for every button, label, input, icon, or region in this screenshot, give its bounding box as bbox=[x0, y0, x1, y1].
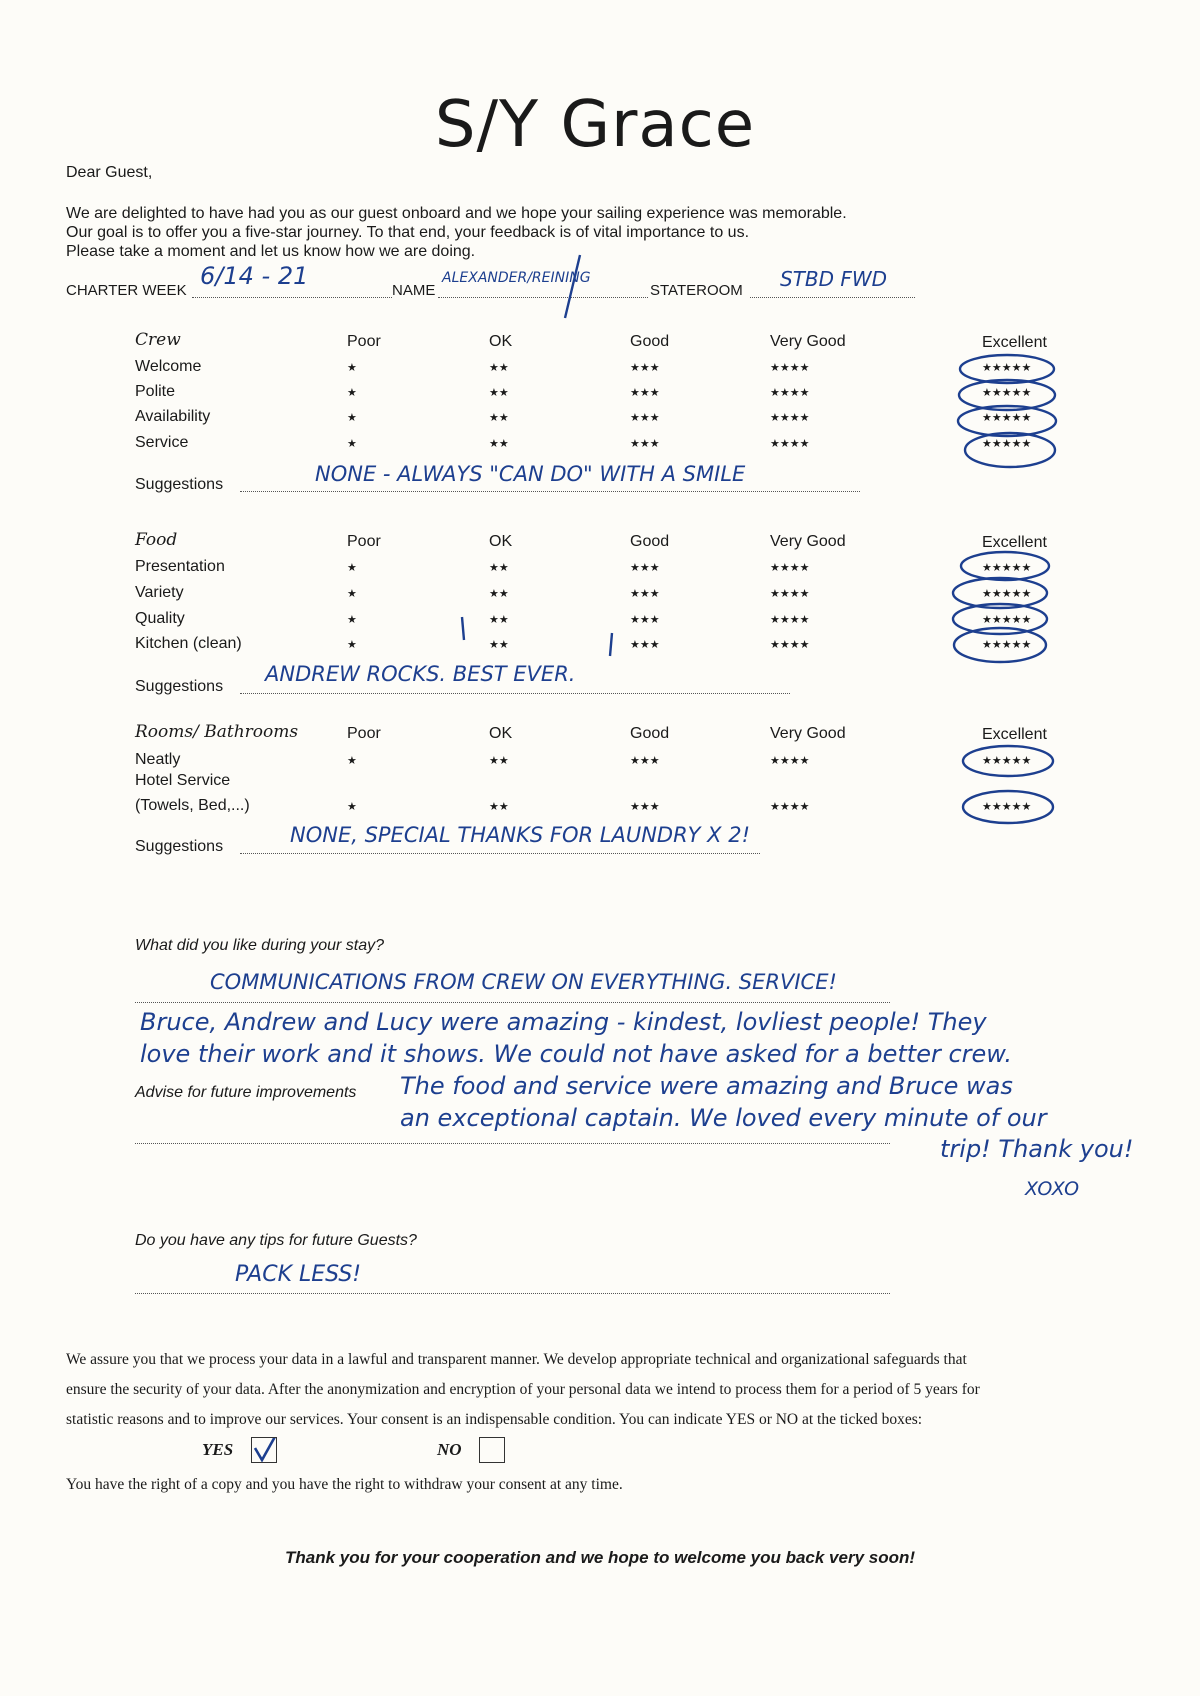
rating-star-2[interactable]: ★★ bbox=[489, 412, 509, 424]
rooms-item-neatly: Neatly bbox=[135, 751, 181, 768]
footer-thanks: Thank you for your cooperation and we hope to welcome you back very soon! bbox=[284, 1548, 916, 1567]
rating-star-1[interactable]: ★ bbox=[347, 588, 357, 600]
rating-star-2[interactable]: ★★ bbox=[489, 801, 509, 813]
rating-star-5[interactable]: ★★★★★ bbox=[982, 755, 1032, 767]
rating-star-3[interactable]: ★★★ bbox=[630, 639, 660, 651]
circle-mark-icon bbox=[963, 791, 1053, 823]
rating-star-5[interactable]: ★★★★★ bbox=[982, 438, 1032, 450]
rating-star-1[interactable]: ★ bbox=[347, 639, 357, 651]
intro-line-2: Our goal is to offer you a five-star journey. To that end, your feedback is of vital importance to us. bbox=[66, 224, 750, 241]
improvements-line-1[interactable]: Bruce, Andrew and Lucy were amazing - kindest, lovliest people! They bbox=[140, 1008, 987, 1036]
intro-line-3: Please take a moment and let us know how we are doing. bbox=[66, 243, 476, 260]
crew-suggestions-field[interactable]: NONE - ALWAYS "CAN DO" WITH A SMILE bbox=[315, 462, 746, 486]
rating-star-5[interactable]: ★★★★★ bbox=[982, 362, 1032, 374]
food-item-kitchen: Kitchen (clean) bbox=[135, 635, 242, 652]
rating-star-1[interactable]: ★ bbox=[347, 362, 357, 374]
rooms-item-towels-bed: (Towels, Bed,...) bbox=[135, 797, 250, 814]
food-col-poor: Poor bbox=[347, 533, 381, 550]
pen-stroke-icon bbox=[565, 255, 580, 318]
stateroom-label: STATEROOM bbox=[650, 282, 743, 299]
rating-star-2[interactable]: ★★ bbox=[489, 362, 509, 374]
rating-star-5[interactable]: ★★★★★ bbox=[982, 387, 1032, 399]
improvements-line-3[interactable]: The food and service were amazing and Bruce was bbox=[400, 1072, 1013, 1100]
rating-star-5[interactable]: ★★★★★ bbox=[982, 412, 1032, 424]
pen-stroke-icon bbox=[462, 617, 464, 640]
legal-line-4: You have the right of a copy and you have the right to withdraw your consent at any time. bbox=[66, 1476, 623, 1493]
rooms-col-poor: Poor bbox=[347, 725, 381, 742]
rating-star-1[interactable]: ★ bbox=[347, 801, 357, 813]
rating-star-4[interactable]: ★★★★ bbox=[770, 614, 810, 626]
legal-line-3: statistic reasons and to improve our services. Your consent is an indispensable condition. You can indicate YES or NO at the ticked boxes: bbox=[66, 1411, 923, 1428]
rating-star-3[interactable]: ★★★ bbox=[630, 412, 660, 424]
rooms-suggestions-field[interactable]: NONE, SPECIAL THANKS FOR LAUNDRY X 2! bbox=[290, 823, 751, 847]
rooms-heading: Rooms/ Bathrooms bbox=[135, 722, 299, 742]
tips-question: Do you have any tips for future Guests? bbox=[135, 1232, 417, 1249]
checkmark-icon bbox=[252, 1438, 276, 1462]
consent-yes-checkbox[interactable] bbox=[251, 1437, 277, 1463]
rooms-col-very-good: Very Good bbox=[770, 725, 846, 742]
crew-item-service: Service bbox=[135, 434, 189, 451]
food-item-quality: Quality bbox=[135, 610, 185, 627]
rating-star-1[interactable]: ★ bbox=[347, 438, 357, 450]
improvements-line-5[interactable]: trip! Thank you! bbox=[940, 1135, 1134, 1163]
crew-heading: Crew bbox=[135, 330, 181, 350]
crew-col-poor: Poor bbox=[347, 333, 381, 350]
rating-star-4[interactable]: ★★★★ bbox=[770, 562, 810, 574]
liked-line bbox=[135, 1002, 890, 1003]
food-col-excellent: Excellent bbox=[982, 534, 1047, 551]
crew-col-ok: OK bbox=[489, 333, 513, 350]
greeting: Dear Guest, bbox=[66, 164, 153, 181]
circle-mark-icon bbox=[961, 552, 1049, 580]
food-col-very-good: Very Good bbox=[770, 533, 846, 550]
rating-star-1[interactable]: ★ bbox=[347, 412, 357, 424]
name-label: NAME bbox=[392, 282, 436, 299]
crew-col-excellent: Excellent bbox=[982, 334, 1047, 351]
rating-star-4[interactable]: ★★★★ bbox=[770, 639, 810, 651]
rating-star-2[interactable]: ★★ bbox=[489, 438, 509, 450]
crew-suggestions-label: Suggestions bbox=[135, 476, 224, 493]
food-heading: Food bbox=[135, 530, 178, 550]
crew-item-polite: Polite bbox=[135, 383, 176, 400]
rooms-item-hotel-service: Hotel Service bbox=[135, 772, 231, 789]
charter-week-field[interactable]: 6/14 - 21 bbox=[200, 262, 309, 290]
rating-star-1[interactable]: ★ bbox=[347, 562, 357, 574]
rating-star-5[interactable]: ★★★★★ bbox=[982, 614, 1032, 626]
rating-star-4[interactable]: ★★★★ bbox=[770, 362, 810, 374]
food-suggestions-field[interactable]: ANDREW ROCKS. BEST EVER. bbox=[265, 662, 576, 686]
rating-star-3[interactable]: ★★★ bbox=[630, 362, 660, 374]
rating-star-2[interactable]: ★★ bbox=[489, 387, 509, 399]
crew-col-very-good: Very Good bbox=[770, 333, 846, 350]
intro-line-1: We are delighted to have had you as our guest onboard and we hope your sailing experience was memorable. bbox=[66, 205, 847, 222]
rating-star-2[interactable]: ★★ bbox=[489, 755, 509, 767]
rating-star-5[interactable]: ★★★★★ bbox=[982, 588, 1032, 600]
improvements-line-2[interactable]: love their work and it shows. We could not have asked for a better crew. bbox=[140, 1040, 1013, 1068]
crew-col-good: Good bbox=[630, 333, 670, 350]
improvements-line-6[interactable]: XOXO bbox=[1025, 1178, 1080, 1200]
rating-star-2[interactable]: ★★ bbox=[489, 614, 509, 626]
rating-star-2[interactable]: ★★ bbox=[489, 639, 509, 651]
rating-star-4[interactable]: ★★★★ bbox=[770, 755, 810, 767]
legal-line-2: ensure the security of your data. After the anonymization and encryption of your personal data we intend to process them for a period of 5 years for bbox=[66, 1381, 980, 1398]
rooms-col-ok: OK bbox=[489, 725, 513, 742]
rooms-col-good: Good bbox=[630, 725, 670, 742]
rating-star-2[interactable]: ★★ bbox=[489, 562, 509, 574]
improvements-line-4[interactable]: an exceptional captain. We loved every minute of our bbox=[400, 1104, 1047, 1132]
rating-star-1[interactable]: ★ bbox=[347, 614, 357, 626]
rating-star-4[interactable]: ★★★★ bbox=[770, 588, 810, 600]
circle-mark-icon bbox=[963, 746, 1053, 776]
consent-no-checkbox[interactable] bbox=[479, 1437, 505, 1463]
food-col-ok: OK bbox=[489, 533, 513, 550]
food-item-presentation: Presentation bbox=[135, 558, 225, 575]
liked-question: What did you like during your stay? bbox=[135, 937, 385, 954]
form-title: S/Y Grace bbox=[434, 88, 756, 162]
rating-star-4[interactable]: ★★★★ bbox=[770, 387, 810, 399]
improvements-question: Advise for future improvements bbox=[135, 1084, 357, 1101]
rating-star-5[interactable]: ★★★★★ bbox=[982, 639, 1032, 651]
rating-star-3[interactable]: ★★★ bbox=[630, 755, 660, 767]
name-field[interactable]: ALEXANDER/REINING bbox=[442, 270, 591, 286]
tips-answer[interactable]: PACK LESS! bbox=[235, 1262, 362, 1287]
rating-star-3[interactable]: ★★★ bbox=[630, 387, 660, 399]
legal-line-1: We assure you that we process your data in a lawful and transparent manner. We develop appropriate technical and organizational safeguards that bbox=[66, 1351, 967, 1368]
rating-star-3[interactable]: ★★★ bbox=[630, 562, 660, 574]
rating-star-1[interactable]: ★ bbox=[347, 755, 357, 767]
consent-yes-label: YES bbox=[202, 1440, 234, 1459]
rooms-col-excellent: Excellent bbox=[982, 726, 1047, 743]
rating-star-3[interactable]: ★★★ bbox=[630, 614, 660, 626]
rating-star-4[interactable]: ★★★★ bbox=[770, 801, 810, 813]
rating-star-1[interactable]: ★ bbox=[347, 387, 357, 399]
crew-item-welcome: Welcome bbox=[135, 358, 202, 375]
charter-week-label: CHARTER WEEK bbox=[66, 282, 187, 299]
circle-mark-icon bbox=[965, 433, 1055, 467]
rating-star-4[interactable]: ★★★★ bbox=[770, 412, 810, 424]
crew-item-availability: Availability bbox=[135, 408, 211, 425]
rating-star-3[interactable]: ★★★ bbox=[630, 801, 660, 813]
rating-star-4[interactable]: ★★★★ bbox=[770, 438, 810, 450]
rating-star-2[interactable]: ★★ bbox=[489, 588, 509, 600]
pen-stroke-icon bbox=[610, 633, 612, 656]
food-suggestions-label: Suggestions bbox=[135, 678, 224, 695]
rating-star-3[interactable]: ★★★ bbox=[630, 438, 660, 450]
consent-no-label: NO bbox=[437, 1440, 462, 1459]
food-col-good: Good bbox=[630, 533, 670, 550]
liked-answer[interactable]: COMMUNICATIONS FROM CREW ON EVERYTHING. SERVICE! bbox=[210, 970, 837, 994]
rating-star-3[interactable]: ★★★ bbox=[630, 588, 660, 600]
rating-star-5[interactable]: ★★★★★ bbox=[982, 562, 1032, 574]
rooms-suggestions-label: Suggestions bbox=[135, 838, 224, 855]
rating-star-5[interactable]: ★★★★★ bbox=[982, 801, 1032, 813]
food-item-variety: Variety bbox=[135, 584, 184, 601]
stateroom-field[interactable]: STBD FWD bbox=[780, 267, 888, 291]
tips-line bbox=[135, 1293, 890, 1294]
improvements-line bbox=[135, 1143, 890, 1144]
